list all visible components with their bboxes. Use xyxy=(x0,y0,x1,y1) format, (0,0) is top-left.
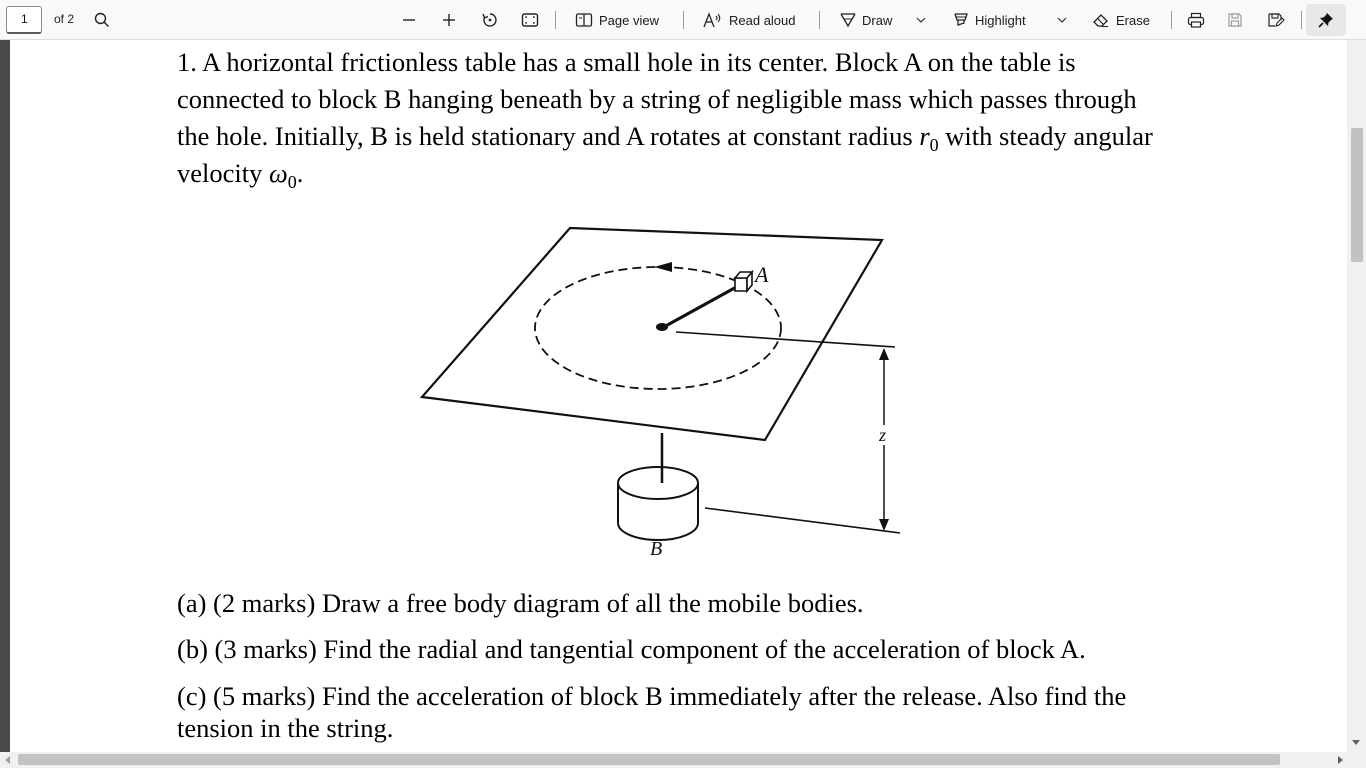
fit-page-button[interactable] xyxy=(521,0,539,40)
pdf-page xyxy=(10,40,1347,752)
pdf-toolbar xyxy=(0,0,1366,40)
question-line xyxy=(177,118,1153,155)
save-icon xyxy=(1227,12,1243,28)
pin-icon xyxy=(1318,12,1334,28)
toolbar-separator xyxy=(683,11,684,29)
minus-icon xyxy=(401,12,417,28)
read-aloud-button[interactable] xyxy=(703,0,796,40)
part-c-text: (c) (5 marks) Find the acceleration of block B immediately after the release. Also find the xyxy=(177,681,1127,711)
page-number-input[interactable]: 1 xyxy=(6,6,42,34)
zoom-out-button[interactable] xyxy=(401,0,417,40)
read-aloud-label: Read aloud xyxy=(729,12,796,28)
draw-options-dropdown[interactable] xyxy=(916,0,926,40)
reference-line-bottom xyxy=(705,508,900,533)
z-arrow-top xyxy=(879,348,889,360)
label-z: z xyxy=(879,425,887,445)
rotate-icon xyxy=(481,11,499,29)
save-as-button[interactable] xyxy=(1267,0,1285,40)
highlighter-icon xyxy=(953,12,969,28)
highlight-button[interactable] xyxy=(953,0,1026,40)
printer-icon xyxy=(1187,12,1205,28)
physics-figure xyxy=(410,225,910,555)
question-line-segment: velocity xyxy=(177,158,269,188)
chevron-down-icon xyxy=(916,16,926,24)
rotate-button[interactable] xyxy=(481,0,499,40)
search-icon xyxy=(94,12,110,28)
toolbar-separator xyxy=(1171,11,1172,29)
eraser-icon xyxy=(1092,12,1110,28)
block-b xyxy=(618,467,698,540)
question-line xyxy=(177,155,1153,192)
page-view-icon xyxy=(575,12,593,28)
page-view-label: Page view xyxy=(599,12,659,28)
highlight-options-dropdown[interactable] xyxy=(1057,0,1067,40)
print-button[interactable] xyxy=(1187,0,1205,40)
label-b: B xyxy=(650,538,663,555)
plus-icon xyxy=(441,12,457,28)
question-line-segment: the hole. Initially, B is held stationary and A rotates at constant radius xyxy=(177,121,920,151)
scroll-down-arrow[interactable] xyxy=(1352,740,1360,745)
scroll-right-arrow[interactable] xyxy=(1338,756,1343,764)
pin-toolbar-button[interactable] xyxy=(1306,4,1346,36)
label-a: A xyxy=(755,262,769,287)
erase-button[interactable] xyxy=(1092,0,1150,40)
question-line-segment: with steady angular xyxy=(938,121,1153,151)
part-a-text: (a) (2 marks) Draw a free body diagram of all the mobile bodies. xyxy=(177,588,864,618)
radius-subscript: 0 xyxy=(929,135,939,155)
part-b-text: (b) (3 marks) Find the radial and tangential component of the acceleration of block A. xyxy=(177,634,1086,664)
table-hole xyxy=(656,323,668,331)
horizontal-scrollbar-thumb[interactable] xyxy=(18,754,1280,765)
fit-page-icon xyxy=(521,12,539,28)
omega-symbol: ω xyxy=(269,158,288,188)
read-aloud-icon xyxy=(703,12,723,28)
toolbar-separator xyxy=(819,11,820,29)
save-button[interactable] xyxy=(1227,0,1243,40)
vertical-scrollbar-thumb[interactable] xyxy=(1351,128,1363,262)
zoom-in-button[interactable] xyxy=(441,0,457,40)
question-1-text xyxy=(177,44,1153,192)
scroll-left-arrow[interactable] xyxy=(5,756,10,764)
radius-symbol: r xyxy=(919,121,930,151)
page-view-button[interactable] xyxy=(575,0,659,40)
draw-icon xyxy=(840,12,856,28)
save-as-icon xyxy=(1267,12,1285,28)
highlight-label: Highlight xyxy=(975,12,1026,28)
chevron-down-icon xyxy=(1057,16,1067,24)
omega-subscript: 0 xyxy=(287,172,297,192)
toolbar-separator xyxy=(555,11,556,29)
draw-button[interactable] xyxy=(840,0,892,40)
question-line: connected to block B hanging beneath by a string of negligible mass which passes through xyxy=(177,84,1137,114)
block-a xyxy=(735,272,752,291)
draw-label: Draw xyxy=(862,12,893,28)
period: . xyxy=(296,158,304,188)
part-c-text-continued: tension in the string. xyxy=(177,713,394,743)
search-button[interactable] xyxy=(94,0,110,40)
erase-label: Erase xyxy=(1116,12,1150,28)
table-surface xyxy=(422,228,882,440)
toolbar-separator xyxy=(1301,11,1302,29)
z-arrow-bottom xyxy=(879,519,889,531)
question-line: 1. A horizontal frictionless table has a small hole in its center. Block A on the table is xyxy=(177,47,1076,77)
page-count: of 2 xyxy=(54,12,75,26)
